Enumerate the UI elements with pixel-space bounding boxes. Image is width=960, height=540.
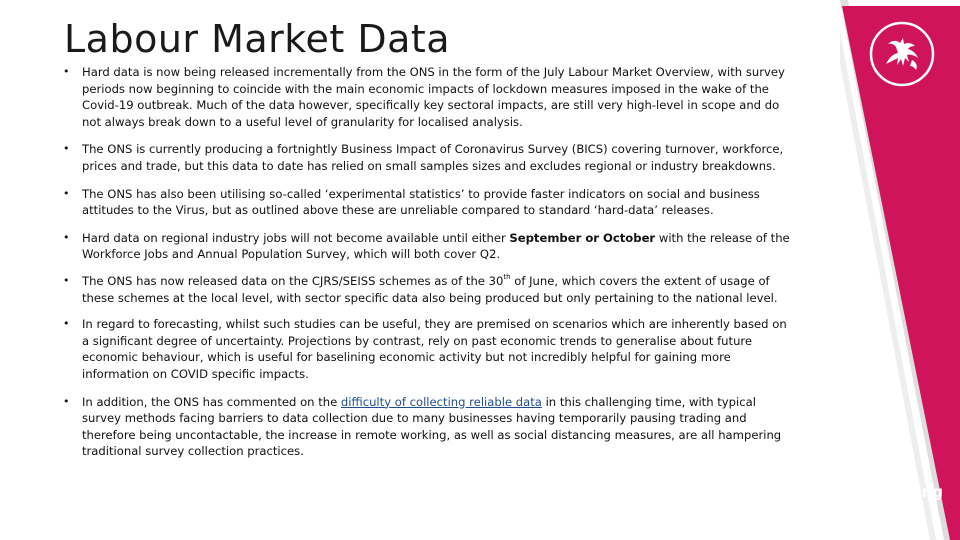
bullet-text-start: In addition, the ONS has commented on the	[82, 394, 341, 409]
bullet-item	[60, 394, 790, 460]
bullet-item	[60, 64, 790, 130]
dragon-emblem-icon	[868, 20, 936, 88]
bullet-marker: •	[63, 394, 70, 408]
bullet-text-end: with the release of the Workforce Jobs and Annual Population Survey, which will both cover Q2.	[82, 230, 790, 262]
bullet-item	[60, 230, 790, 263]
bullet-text-start: Hard data on regional industry jobs will not become available until either	[82, 230, 510, 245]
bullet-marker: •	[63, 230, 70, 244]
bullet-text: The ONS is currently producing a fortnightly Business Impact of Coronavirus Survey (BICS) covering turnover, workforce, prices and trade, but this data to date has relied on small samples sizes and excludes regional or industry breakdowns.	[82, 142, 784, 173]
bullet-item	[60, 316, 790, 382]
bullet-item	[60, 141, 790, 174]
bullet-marker: •	[63, 186, 70, 200]
bullet-marker: •	[63, 142, 70, 156]
slide-title: Labour Market Data	[64, 17, 451, 61]
bullet-text-end: of June, which covers the extent of usage of these schemes at the local level, with sector specific data also being produced but only pertaining to the national level.	[82, 273, 778, 305]
bullet-text-start: The ONS has now released data on the CJRS/SEISS schemes as of the 30	[82, 273, 504, 288]
bullet-item	[60, 273, 790, 306]
brand-line-lives: LIVES	[876, 501, 924, 516]
bullet-marker: •	[63, 65, 70, 78]
bullet-text: Hard data is now being released incrementally from the ONS in the form of the July Labour Market Overview, with survey periods now beginning to coincide with the main economic impacts of lockdown measures imposed in the wake of the Covid-19 outbreak. Much of the data however, specifically key sectoral impacts, are still very high-level in scope and do not always break down to a useful level of granularity for localised analysis.	[82, 65, 785, 129]
bullet-text: The ONS has also been utilising so-called ‘experimental statistics’ to provide faster indicators on social and business attitudes to the Virus, but as outlined above these are unreliable compared to standard ‘hard-data’ releases.	[82, 186, 760, 218]
difficulty-data-link[interactable]: difficulty of collecting reliable data	[340, 394, 542, 409]
bullet-text: In regard to forecasting, whilst such studies can be useful, they are premised on scenarios which are inherently based on a significant degree of uncertainty. Projections by contrast, rely on past economic trends to generalise about future economic behaviour, which is useful for baselining economic activity but not incredibly helpful for gaining more information on COVID specific impacts.	[82, 317, 787, 381]
brand-line-improving: Improving	[857, 483, 943, 501]
bullet-item	[60, 186, 790, 219]
bullet-marker: •	[63, 273, 70, 287]
bullet-text-end: in this challenging time, with typical survey methods facing barriers to data collection due to many businesses having temporarily pausing trading and therefore being uncontactable, the increase in remote working, as well as social distancing measures, are all hampering traditional survey collection practices.	[82, 394, 782, 459]
ordinal-superscript: th	[503, 273, 511, 282]
bullet-marker: •	[63, 317, 70, 331]
bullet-list	[60, 64, 790, 460]
bullet-bold-dates: September or October	[509, 230, 656, 245]
brand-wordmark	[852, 484, 948, 516]
